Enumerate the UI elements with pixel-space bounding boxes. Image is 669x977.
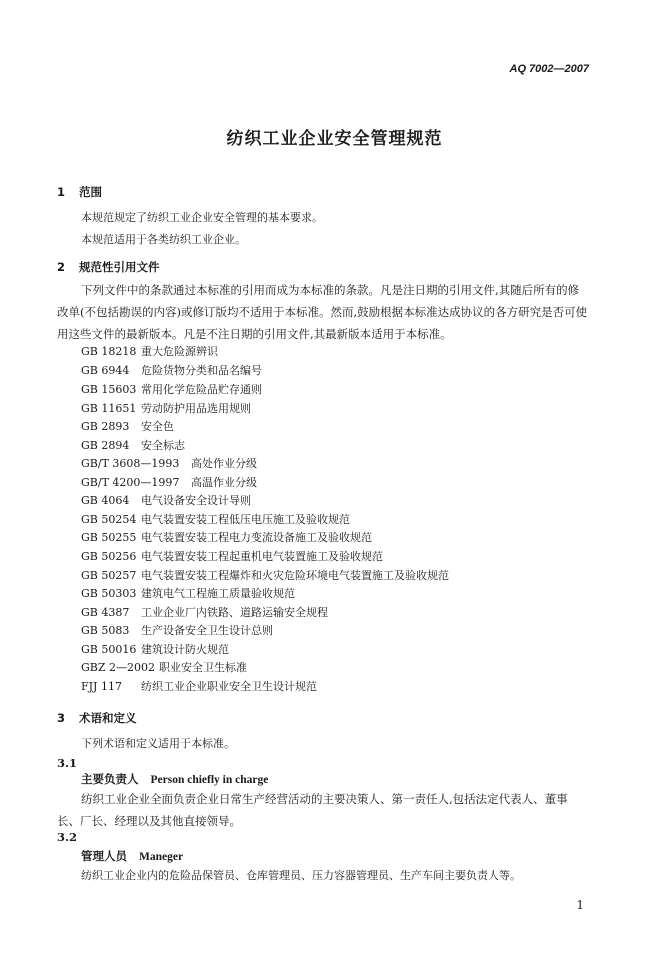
reference-code: GB 50257 (81, 569, 137, 582)
reference-item (81, 418, 174, 434)
reference-name: 电气设备安全设计导则 (141, 494, 251, 507)
reference-item (81, 455, 257, 471)
reference-name: 生产设备安全卫生设计总则 (141, 624, 273, 637)
reference-item (81, 381, 262, 397)
reference-item (81, 604, 328, 620)
reference-name: 纺织工业企业职业安全卫生设计规范 (141, 680, 317, 693)
scope-line: 本规范规定了纺织工业企业安全管理的基本要求。 (81, 211, 323, 224)
page-number: 1 (576, 898, 584, 912)
reference-name: 安全标志 (141, 439, 185, 452)
normative-intro: 下列文件中的条款通过本标准的引用而成为本标准的条款。凡是注日期的引用文件,其随后所有的修改单(不包括勘误的内容)或修订版均不适用于本标准。然而,鼓励根据本标准达成协议的各方研究是否可使用这些文件的最新版本。凡是不注日期的引用文件,其最新版本适用于本标准。 (57, 283, 588, 341)
section-heading-scope (57, 184, 102, 200)
reference-name: 电气装置安装工程低压电压施工及验收规范 (141, 513, 350, 526)
reference-code: GB 2893 (81, 420, 130, 433)
reference-code: GB 15603 (81, 383, 137, 396)
reference-code: GB 11651 (81, 402, 137, 415)
term-zh: 管理人员 (81, 849, 127, 863)
reference-code: GB/T 4200—1997 (81, 476, 180, 489)
reference-item (81, 529, 372, 545)
reference-name: 劳动防护用品选用规则 (141, 402, 251, 415)
term-heading (81, 771, 268, 787)
reference-name: 建筑设计防火规范 (141, 643, 229, 656)
reference-code: GB 4387 (81, 606, 130, 619)
section-number: 1 (57, 185, 66, 199)
reference-item (81, 548, 383, 564)
reference-code: GB/T 3608—1993 (81, 457, 180, 470)
page-title: 纺织工业企业安全管理规范 (226, 129, 443, 149)
term-en: Maneger (139, 851, 184, 863)
reference-name: 工业企业厂内铁路、道路运输安全规程 (141, 606, 328, 619)
reference-name: 电气装置安装工程起重机电气装置施工及验收规范 (141, 550, 383, 563)
reference-code: FJJ 117 (81, 680, 122, 693)
reference-item (81, 343, 218, 359)
reference-item (81, 492, 251, 508)
section-heading-normative-references (57, 259, 160, 275)
reference-code: GB 18218 (81, 345, 137, 358)
clause-number: 3.2 (57, 830, 78, 844)
reference-name: 常用化学危险品贮存通则 (141, 383, 262, 396)
reference-code: GB 50303 (81, 587, 137, 600)
reference-item (81, 678, 317, 694)
reference-code: GBZ 2—2002 (81, 661, 156, 674)
reference-item (81, 567, 449, 583)
reference-name: 高处作业分级 (191, 457, 257, 470)
section-heading-terms (57, 710, 137, 726)
reference-item (81, 400, 251, 416)
clause-number: 3.1 (57, 756, 78, 770)
reference-name: 高温作业分级 (191, 476, 257, 489)
term-definition: 纺织工业企业内的危险品保管员、仓库管理员、压力容器管理员、生产车间主要负责人等。 (81, 869, 521, 882)
section-title: 术语和定义 (79, 711, 137, 725)
reference-item (81, 474, 257, 490)
reference-name: 危险货物分类和品名编号 (141, 364, 262, 377)
reference-code: GB 50255 (81, 531, 137, 544)
reference-name: 电气装置安装工程电力变流设备施工及验收规范 (141, 531, 372, 544)
reference-code: GB 50254 (81, 513, 137, 526)
reference-item (81, 362, 262, 378)
reference-item (81, 641, 229, 657)
reference-item (81, 659, 247, 675)
reference-code: GB 50256 (81, 550, 137, 563)
reference-item (81, 437, 185, 453)
standard-code: AQ 7002—2007 (509, 63, 589, 75)
section-number: 3 (57, 711, 66, 725)
reference-name: 安全色 (141, 420, 174, 433)
section-number: 2 (57, 260, 66, 274)
term-heading (81, 848, 183, 864)
reference-code: GB 4064 (81, 494, 130, 507)
term-en: Person chiefly in charge (150, 774, 269, 786)
reference-code: GB 5083 (81, 624, 130, 637)
reference-code: GB 50016 (81, 643, 137, 656)
reference-item (81, 511, 350, 527)
reference-name: 职业安全卫生标准 (159, 661, 247, 674)
term-zh: 主要负责人 (81, 772, 139, 786)
reference-code: GB 6944 (81, 364, 130, 377)
reference-code: GB 2894 (81, 439, 130, 452)
reference-item (81, 622, 273, 638)
terms-intro: 下列术语和定义适用于本标准。 (81, 737, 235, 750)
reference-name: 重大危险源辨识 (141, 345, 218, 358)
term-definition: 纺织工业企业全面负责企业日常生产经营活动的主要决策人、第一责任人,包括法定代表人、董事长、厂长、经理以及其他直接领导。 (57, 792, 568, 828)
reference-name: 建筑电气工程施工质量验收规范 (141, 587, 295, 600)
section-title: 范围 (79, 185, 102, 199)
scope-line: 本规范适用于各类纺织工业企业。 (81, 233, 246, 246)
section-title: 规范性引用文件 (79, 260, 160, 274)
reference-item (81, 585, 295, 601)
reference-name: 电气装置安装工程爆炸和火灾危险环境电气装置施工及验收规范 (141, 569, 449, 582)
